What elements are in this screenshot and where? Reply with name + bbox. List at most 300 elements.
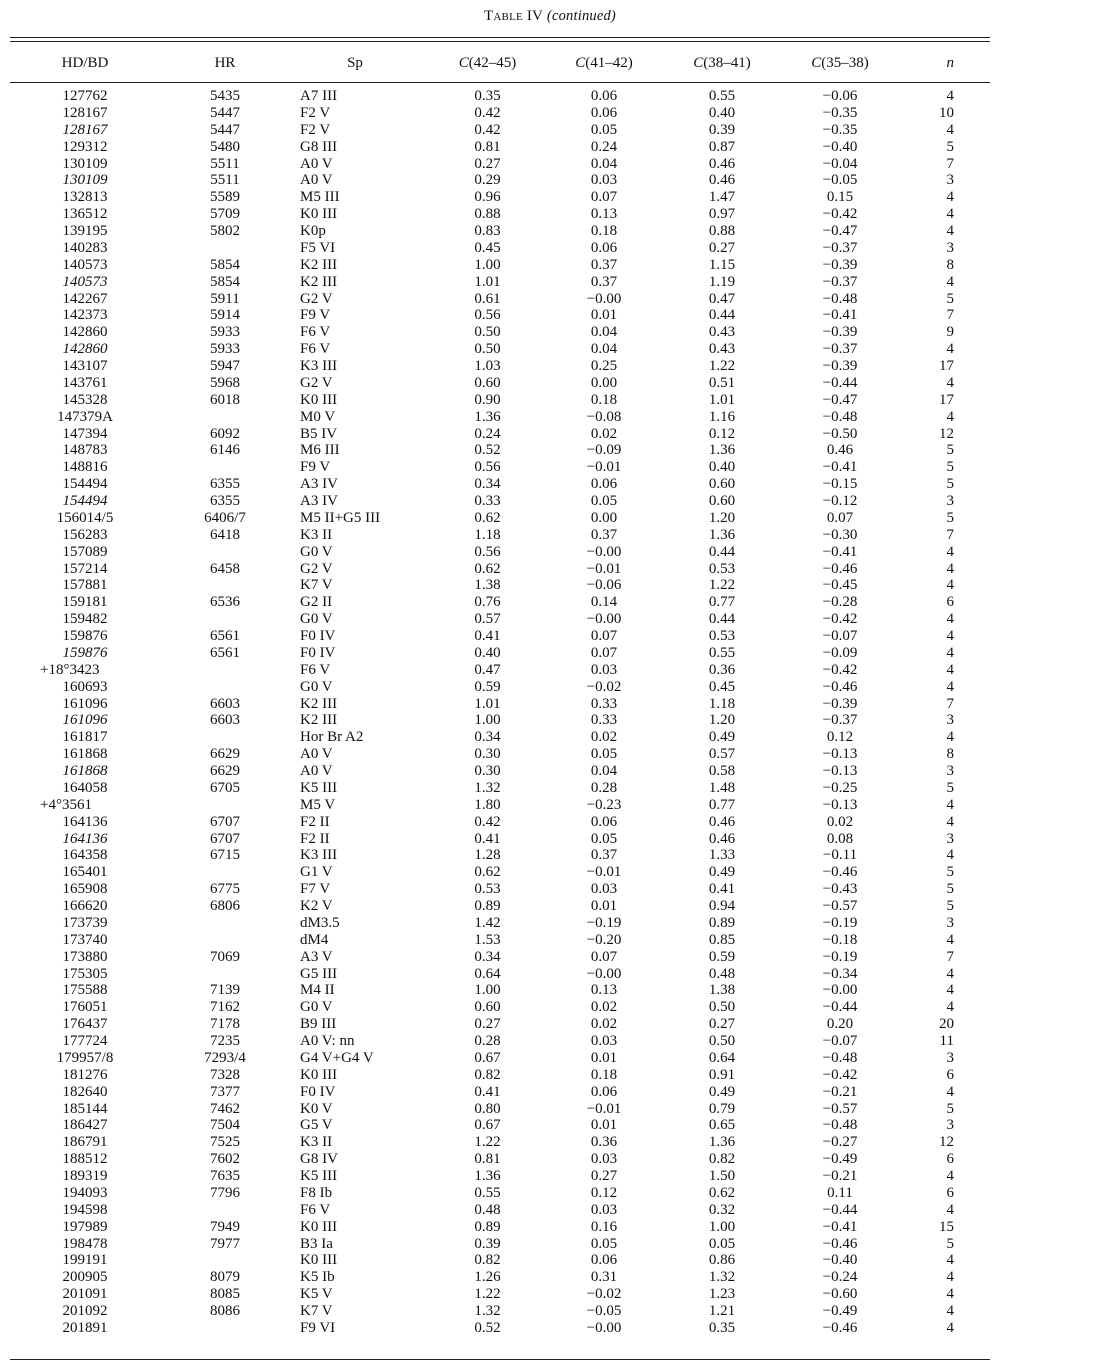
c41-42-cell: 0.01: [590, 1049, 618, 1066]
c41-42-cell: 0.00: [590, 509, 618, 526]
sp-cell: G0 V: [300, 678, 333, 695]
c38-41-cell: 1.50: [708, 1168, 736, 1184]
c35-38-cell: −0.44: [822, 999, 858, 1016]
c35-38-cell: −0.48: [822, 290, 858, 307]
c35-38-cell: −0.12: [822, 493, 858, 509]
c41-42-cell: 0.03: [590, 172, 618, 189]
c42-45-cell: 1.18: [474, 526, 501, 543]
hr-cell: 5447: [210, 121, 240, 138]
sp-cell: F9 V: [300, 307, 331, 324]
n-cell: 3: [946, 830, 954, 847]
c41-42-cell: 0.24: [590, 138, 618, 155]
c38-41-cell: 0.12: [708, 425, 736, 442]
c41-42-cell: −0.00: [586, 290, 622, 307]
hd-cell: 173740: [62, 931, 108, 948]
c41-42-cell: −0.01: [586, 459, 622, 476]
c41-42-cell: 0.07: [590, 644, 618, 661]
c38-41-cell: 1.20: [708, 712, 736, 729]
c42-45-cell: 0.30: [474, 746, 501, 763]
table-row: [0, 1151, 990, 1168]
sp-cell: F5 VI: [300, 239, 336, 256]
hr-cell: 7328: [210, 1066, 240, 1083]
sp-cell: F0 IV: [300, 644, 336, 661]
c42-45-cell: 1.32: [474, 779, 501, 796]
c35-38-cell: −0.44: [822, 374, 858, 391]
hd-cell: 164358: [62, 847, 108, 864]
sp-cell: G8 III: [300, 138, 338, 155]
sp-cell: F6 V: [300, 661, 331, 678]
c41-42-cell: 0.03: [590, 1151, 618, 1168]
c35-38-cell: −0.04: [822, 155, 858, 172]
hr-cell: 7504: [210, 1117, 240, 1134]
sp-cell: K3 II: [300, 1134, 333, 1151]
hd-cell: 160693: [62, 678, 108, 695]
c41-42-cell: −0.09: [586, 442, 622, 459]
n-cell: 4: [946, 560, 954, 577]
table-row: [0, 831, 990, 848]
hd-cell: 154494: [62, 493, 108, 509]
c38-41-cell: 0.60: [708, 476, 736, 493]
sp-cell: M6 III: [300, 442, 340, 459]
c38-41-cell: 0.89: [708, 914, 736, 931]
c35-38-cell: −0.11: [822, 847, 858, 864]
hd-cell: 159876: [62, 628, 108, 644]
n-cell: 5: [946, 1235, 954, 1252]
hr-cell: [170, 915, 280, 932]
n-cell: 4: [946, 965, 954, 982]
hr-cell: 8085: [210, 1286, 240, 1303]
c41-42-cell: 0.02: [590, 425, 618, 442]
sp-cell: F7 V: [300, 881, 331, 898]
table-row: [0, 932, 990, 949]
sp-cell: G5 III: [300, 965, 338, 982]
c35-38-cell: −0.57: [822, 1100, 858, 1117]
sp-cell: F9 VI: [300, 1319, 336, 1336]
table-caption: [0, 8, 1100, 25]
c42-45-cell: 0.64: [474, 965, 501, 982]
table-row: [0, 1016, 990, 1033]
c35-38-cell: −0.05: [822, 172, 858, 189]
sp-cell: A0 V: [300, 172, 333, 189]
c35-38-cell: −0.13: [822, 763, 858, 779]
c38-41-cell: 0.45: [708, 678, 736, 695]
hd-cell: 140283: [62, 239, 108, 256]
sp-cell: G4 V+G4 V: [300, 1049, 374, 1066]
c38-41-cell: 0.85: [708, 931, 736, 948]
n-cell: 4: [946, 206, 954, 223]
col-header-c38-41: C(38–41): [693, 55, 751, 71]
hr-cell: [170, 966, 280, 983]
c41-42-cell: −0.01: [586, 864, 622, 881]
c41-42-cell: 0.07: [590, 948, 618, 965]
hr-cell: 5911: [210, 290, 240, 307]
c42-45-cell: 0.34: [474, 476, 501, 493]
n-cell: 4: [946, 341, 954, 358]
sp-cell: A3 IV: [300, 476, 338, 493]
hr-cell: 6146: [210, 442, 240, 459]
sp-cell: dM3.5: [300, 914, 340, 931]
hr-cell: 7796: [210, 1184, 240, 1201]
hd-cell: 201891: [62, 1319, 108, 1336]
c35-38-cell: −0.41: [822, 459, 858, 476]
c42-45-cell: 0.82: [474, 1252, 501, 1269]
n-cell: 4: [946, 628, 954, 644]
c42-45-cell: 1.36: [474, 1168, 501, 1184]
hd-cell: 140573: [62, 273, 108, 290]
c35-38-cell: −0.41: [822, 543, 858, 560]
sp-cell: K7 V: [300, 577, 333, 594]
hr-cell: [170, 1252, 280, 1269]
n-cell: 4: [946, 543, 954, 560]
c41-42-cell: −0.08: [586, 408, 622, 425]
c38-41-cell: 0.46: [708, 155, 736, 172]
hd-cell: 186427: [62, 1117, 108, 1134]
c42-45-cell: 0.33: [474, 493, 501, 509]
hr-cell: 6418: [210, 526, 240, 543]
c42-45-cell: 0.89: [474, 1218, 501, 1235]
sp-cell: F2 II: [300, 813, 330, 830]
hr-cell: [170, 611, 280, 628]
c35-38-cell: −0.09: [822, 644, 858, 661]
table-row: [0, 375, 990, 392]
c42-45-cell: 1.00: [474, 712, 501, 729]
c38-41-cell: 0.91: [708, 1066, 736, 1083]
table-row: [0, 594, 990, 611]
table-row: [0, 679, 990, 696]
c35-38-cell: 0.11: [827, 1184, 853, 1201]
c41-42-cell: 0.33: [590, 695, 618, 712]
c35-38-cell: 0.46: [826, 442, 854, 459]
table-row: [0, 1134, 990, 1151]
n-cell: 4: [946, 577, 954, 594]
c35-38-cell: −0.24: [822, 1269, 858, 1286]
hr-cell: 6355: [210, 493, 240, 509]
table-row: [0, 409, 990, 426]
c35-38-cell: −0.46: [822, 560, 858, 577]
hd-cell: 142373: [62, 307, 108, 324]
hd-cell: 157214: [62, 560, 108, 577]
sp-cell: F6 V: [300, 341, 331, 358]
sp-cell: F0 IV: [300, 1083, 336, 1100]
c38-41-cell: 1.21: [708, 1303, 736, 1319]
table-row: [0, 324, 990, 341]
n-cell: 4: [946, 374, 954, 391]
c38-41-cell: 0.32: [708, 1201, 736, 1218]
n-cell: 4: [946, 611, 954, 628]
c42-45-cell: 0.27: [474, 1016, 501, 1033]
table-header: [0, 45, 990, 82]
sp-cell: G0 V: [300, 611, 333, 628]
hd-cell: 130109: [62, 155, 108, 172]
col-header-c35-38: C(35–38): [811, 55, 869, 71]
c42-45-cell: 0.96: [474, 189, 501, 206]
sp-cell: G8 IV: [300, 1151, 338, 1168]
hr-cell: [170, 409, 280, 426]
c35-38-cell: −0.37: [822, 341, 858, 358]
hd-cell: 194598: [62, 1201, 108, 1218]
c41-42-cell: 0.13: [590, 982, 618, 999]
hd-cell: 176051: [62, 999, 108, 1016]
c35-38-cell: −0.39: [822, 358, 858, 374]
table-row: [0, 392, 990, 409]
c41-42-cell: 0.04: [590, 324, 618, 341]
c42-45-cell: 0.62: [474, 560, 501, 577]
c41-42-cell: 0.37: [590, 273, 618, 290]
hr-cell: 8086: [210, 1303, 240, 1319]
c38-41-cell: 1.47: [708, 189, 736, 206]
hr-cell: 6536: [210, 594, 240, 611]
c42-45-cell: 1.53: [474, 931, 501, 948]
c38-41-cell: 0.46: [708, 813, 736, 830]
table-row: [0, 459, 990, 476]
hd-cell: 161096: [62, 695, 108, 712]
table-row: [0, 982, 990, 999]
c38-41-cell: 0.40: [708, 104, 736, 121]
n-cell: 4: [946, 1286, 954, 1303]
c41-42-cell: 0.05: [590, 493, 618, 509]
c38-41-cell: 1.15: [708, 256, 736, 273]
c38-41-cell: 1.36: [708, 442, 736, 459]
top-rule-double: [10, 41, 990, 42]
hd-cell: 142267: [62, 290, 108, 307]
c42-45-cell: 1.26: [474, 1269, 501, 1286]
table-row: [0, 341, 990, 358]
table-row: [0, 628, 990, 645]
hd-cell: 199191: [62, 1252, 108, 1269]
hd-cell: 181276: [62, 1066, 108, 1083]
n-cell: 4: [946, 1252, 954, 1269]
table-row: [0, 1286, 990, 1303]
hd-cell: 157089: [62, 543, 108, 560]
c41-42-cell: 0.16: [590, 1218, 618, 1235]
hr-cell: 7069: [210, 948, 240, 965]
c41-42-cell: 0.06: [590, 476, 618, 493]
sp-cell: K2 III: [300, 273, 338, 290]
c35-38-cell: −0.35: [822, 121, 858, 138]
hr-cell: 7635: [210, 1168, 240, 1184]
c42-45-cell: 0.89: [474, 898, 501, 914]
c42-45-cell: 0.59: [474, 678, 501, 695]
c38-41-cell: 0.87: [708, 138, 736, 155]
c38-41-cell: 0.44: [708, 543, 736, 560]
hd-cell: 142860: [62, 324, 108, 341]
sp-cell: M5 II+G5 III: [300, 509, 381, 526]
hd-cell: 156014/5: [56, 509, 114, 526]
hr-cell: 7949: [210, 1218, 240, 1235]
c35-38-cell: −0.41: [822, 1218, 858, 1235]
c38-41-cell: 1.23: [708, 1286, 736, 1303]
hr-cell: 5511: [210, 155, 240, 172]
c38-41-cell: 0.79: [708, 1100, 736, 1117]
n-cell: 5: [946, 442, 954, 459]
hr-cell: 5968: [210, 374, 240, 391]
table-row: [0, 139, 990, 156]
c42-45-cell: 1.01: [474, 273, 501, 290]
n-cell: 6: [946, 1151, 954, 1168]
c41-42-cell: 0.13: [590, 206, 618, 223]
c35-38-cell: −0.42: [822, 661, 858, 678]
c41-42-cell: −0.00: [586, 1319, 622, 1336]
hr-cell: 5933: [210, 324, 240, 341]
c35-38-cell: −0.44: [822, 1201, 858, 1218]
sp-cell: G2 II: [300, 594, 333, 611]
c41-42-cell: 0.14: [590, 594, 618, 611]
n-cell: 4: [946, 223, 954, 239]
n-cell: 4: [946, 661, 954, 678]
sp-cell: K0 III: [300, 1252, 338, 1269]
c41-42-cell: 0.18: [590, 1066, 618, 1083]
c41-42-cell: 0.18: [590, 391, 618, 408]
table-row: [0, 1219, 990, 1236]
table-row: [0, 847, 990, 864]
c41-42-cell: 0.02: [590, 1016, 618, 1033]
hr-cell: 5435: [210, 88, 240, 104]
hd-cell: 145328: [62, 391, 108, 408]
hr-cell: 5802: [210, 223, 240, 239]
hr-cell: [170, 544, 280, 561]
c38-41-cell: 0.88: [708, 223, 736, 239]
c41-42-cell: 0.02: [590, 729, 618, 746]
n-cell: 4: [946, 121, 954, 138]
c35-38-cell: −0.25: [822, 779, 858, 796]
n-cell: 6: [946, 594, 954, 611]
hr-cell: 5511: [210, 172, 240, 189]
hd-cell: 136512: [62, 206, 108, 223]
hr-cell: [170, 797, 280, 814]
hr-cell: 7162: [210, 999, 240, 1016]
hr-cell: 6603: [210, 712, 240, 729]
c41-42-cell: 0.37: [590, 256, 618, 273]
col-header-c41-42: C(41–42): [575, 55, 633, 71]
c41-42-cell: 0.03: [590, 1033, 618, 1049]
table-body: [0, 82, 990, 1337]
c38-41-cell: 0.53: [708, 560, 736, 577]
hr-cell: 6707: [210, 830, 240, 847]
c35-38-cell: −0.48: [822, 1049, 858, 1066]
sp-cell: F2 II: [300, 830, 330, 847]
n-cell: 5: [946, 898, 954, 914]
sp-cell: G2 V: [300, 560, 333, 577]
n-cell: 17: [939, 358, 954, 374]
c42-45-cell: 0.29: [474, 172, 501, 189]
c41-42-cell: 0.07: [590, 189, 618, 206]
c38-41-cell: 0.41: [708, 881, 736, 898]
n-cell: 3: [946, 493, 954, 509]
table-row: [0, 1067, 990, 1084]
c38-41-cell: 0.44: [708, 307, 736, 324]
hr-cell: 7977: [210, 1235, 240, 1252]
c35-38-cell: −0.18: [822, 931, 858, 948]
table-row: [0, 240, 990, 257]
table-row: [0, 645, 990, 662]
n-cell: 3: [946, 1117, 954, 1134]
hr-cell: 7178: [210, 1016, 240, 1033]
hr-cell: [170, 662, 280, 679]
sp-cell: K2 III: [300, 256, 338, 273]
c35-38-cell: −0.57: [822, 898, 858, 914]
n-cell: 4: [946, 678, 954, 695]
c35-38-cell: −0.41: [822, 307, 858, 324]
c35-38-cell: −0.43: [822, 881, 858, 898]
sp-cell: K3 III: [300, 358, 338, 374]
c41-42-cell: 0.06: [590, 239, 618, 256]
c35-38-cell: −0.48: [822, 1117, 858, 1134]
c42-45-cell: 0.48: [474, 1201, 501, 1218]
c35-38-cell: −0.37: [822, 273, 858, 290]
sp-cell: K5 III: [300, 1168, 338, 1184]
c38-41-cell: 1.00: [708, 1218, 736, 1235]
c35-38-cell: −0.60: [822, 1286, 858, 1303]
hr-cell: 6705: [210, 779, 240, 796]
c38-41-cell: 0.49: [708, 729, 736, 746]
hd-cell: 128167: [62, 104, 108, 121]
table-row: [0, 156, 990, 173]
hd-cell: 157881: [62, 577, 108, 594]
sp-cell: F0 IV: [300, 628, 336, 644]
c38-41-cell: 0.94: [708, 898, 736, 914]
hr-cell: [170, 459, 280, 476]
c41-42-cell: 0.00: [590, 374, 618, 391]
n-cell: 5: [946, 864, 954, 881]
table-row: [0, 746, 990, 763]
n-cell: 5: [946, 881, 954, 898]
c42-45-cell: 1.22: [474, 1286, 501, 1303]
c42-45-cell: 0.50: [474, 324, 501, 341]
n-cell: 20: [939, 1016, 954, 1033]
hr-cell: 5854: [210, 273, 240, 290]
c38-41-cell: 0.46: [708, 172, 736, 189]
col-header-hr: HR: [214, 55, 236, 71]
table-row: [0, 442, 990, 459]
n-cell: 8: [946, 746, 954, 763]
c41-42-cell: −0.19: [586, 914, 622, 931]
n-cell: 10: [939, 104, 954, 121]
sp-cell: A3 IV: [300, 493, 338, 509]
hd-cell: 198478: [62, 1235, 108, 1252]
hd-cell: 164058: [62, 779, 108, 796]
table-row: [0, 1269, 990, 1286]
hr-cell: [170, 1320, 280, 1337]
table-row: [0, 561, 990, 578]
c35-38-cell: 0.08: [826, 830, 854, 847]
c41-42-cell: 0.03: [590, 881, 618, 898]
sp-cell: G5 V: [300, 1117, 333, 1134]
sp-cell: G0 V: [300, 999, 333, 1016]
c38-41-cell: 0.36: [708, 661, 736, 678]
hd-cell: 189319: [62, 1168, 108, 1184]
c35-38-cell: −0.47: [822, 223, 858, 239]
c42-45-cell: 0.42: [474, 121, 501, 138]
table-row: [0, 510, 990, 527]
sp-cell: A7 III: [300, 88, 338, 104]
table-row: [0, 966, 990, 983]
n-cell: 4: [946, 1319, 954, 1336]
c41-42-cell: 0.06: [590, 88, 618, 104]
table-row: [0, 797, 990, 814]
hd-cell: 129312: [62, 138, 108, 155]
c41-42-cell: −0.20: [586, 931, 622, 948]
table-row: [0, 611, 990, 628]
c42-45-cell: 0.53: [474, 881, 501, 898]
hr-cell: 6715: [210, 847, 240, 864]
n-cell: 7: [946, 155, 954, 172]
c35-38-cell: 0.07: [826, 509, 854, 526]
sp-cell: F9 V: [300, 459, 331, 476]
c42-45-cell: 0.42: [474, 813, 501, 830]
sp-cell: A0 V: [300, 746, 333, 763]
c35-38-cell: −0.46: [822, 678, 858, 695]
n-cell: 4: [946, 999, 954, 1016]
